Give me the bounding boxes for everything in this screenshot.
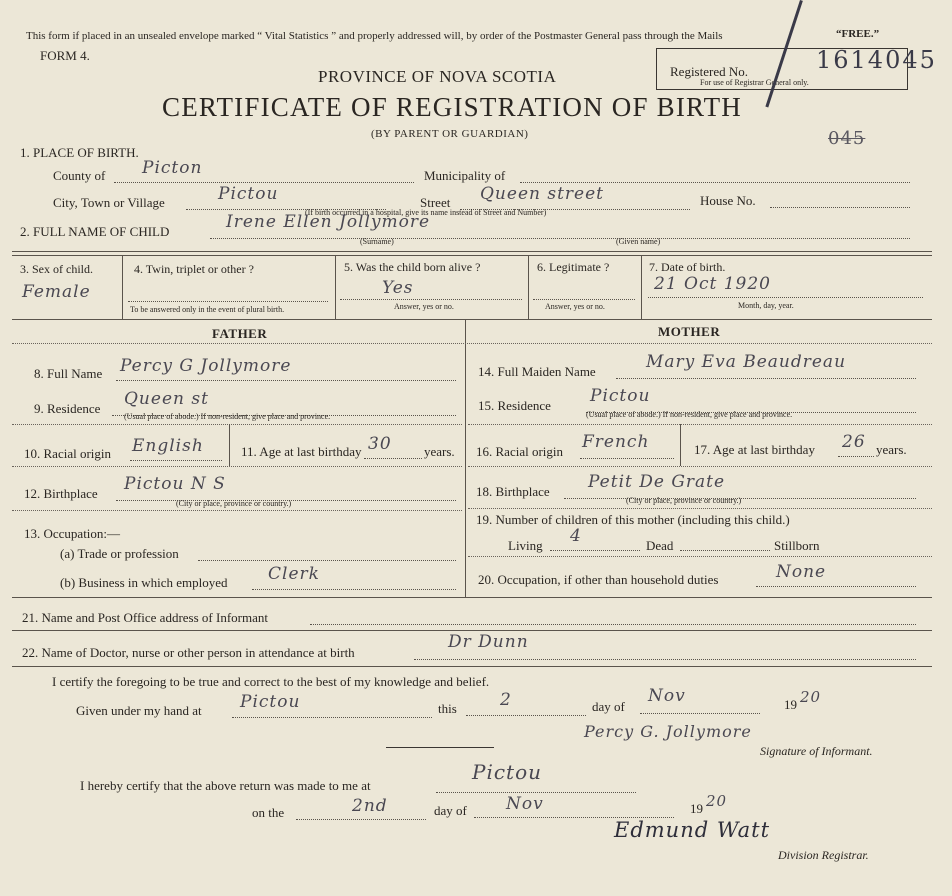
father-residence-note: (Usual place of abode.) If non-resident, give place and province. xyxy=(124,412,331,421)
street-label: Street xyxy=(420,195,451,210)
mother-age-label: 17. Age at last birthday xyxy=(694,442,815,457)
mother-age-line xyxy=(838,456,874,457)
mother-row-16-divider xyxy=(680,424,681,466)
legitimate-line xyxy=(533,299,635,300)
this-day-value: 2 xyxy=(500,690,512,710)
municipality-label: Municipality of xyxy=(424,168,506,183)
street-value: Queen street xyxy=(480,184,604,204)
this-label: this xyxy=(438,701,457,716)
attendant-label: 22. Name of Doctor, nurse or other person in attendance at birth xyxy=(22,645,355,660)
attendant-line xyxy=(414,659,916,660)
row-3-top-border xyxy=(12,251,932,252)
street-note: (If birth occurred in a hospital, give its name instead of Street and Number) xyxy=(305,208,547,217)
parents-top-border xyxy=(12,319,932,320)
informant-signature-label: Signature of Informant. xyxy=(760,744,873,758)
twin-label: 4. Twin, triplet or other ? xyxy=(134,262,254,276)
registered-number: 1614045 xyxy=(816,46,937,74)
father-residence-label: 9. Residence xyxy=(34,401,101,416)
row-3-divider-3 xyxy=(528,255,529,319)
father-racial-value: English xyxy=(132,436,204,456)
county-label: County of xyxy=(53,168,106,183)
father-residence-value: Queen st xyxy=(124,389,209,409)
mother-occupation-value: None xyxy=(776,562,827,582)
municipality-line xyxy=(520,182,910,183)
attendant-value: Dr Dunn xyxy=(448,632,529,652)
father-birthplace-note: (City or place, province or country.) xyxy=(176,499,292,508)
parents-heading-underline xyxy=(12,343,932,344)
this-day-line xyxy=(466,715,586,716)
mother-residence-label: 15. Residence xyxy=(478,398,551,413)
mother-birthplace-value: Petit De Grate xyxy=(588,472,726,492)
father-row-10-bottom xyxy=(12,466,462,467)
mother-stillborn-label: Stillborn xyxy=(774,538,820,553)
twin-line xyxy=(128,301,328,302)
mother-name-value: Mary Eva Beaudreau xyxy=(646,352,847,372)
signature-separator xyxy=(386,747,494,748)
day-of-label: day of xyxy=(592,699,625,714)
place-of-birth-heading: 1. PLACE OF BIRTH. xyxy=(20,145,139,160)
month-2-value: Nov xyxy=(506,794,544,814)
mother-birthplace-label: 18. Birthplace xyxy=(476,484,550,499)
on-the-label: on the xyxy=(252,805,285,820)
father-business-line xyxy=(252,589,456,590)
child-name-value: Irene Ellen Jollymore xyxy=(226,212,431,232)
registrar-label: Division Registrar. xyxy=(778,848,869,862)
on-the-day-value: 2nd xyxy=(352,796,388,816)
city-label: City, Town or Village xyxy=(53,195,165,210)
mother-racial-value: French xyxy=(582,432,650,452)
mother-dead-line xyxy=(680,550,770,551)
father-age-value: 30 xyxy=(368,434,392,454)
document-title: CERTIFICATE OF REGISTRATION OF BIRTH xyxy=(162,92,742,122)
informant-label: 21. Name and Post Office address of Informant xyxy=(22,610,268,625)
father-occupation-label: 13. Occupation:— xyxy=(24,526,121,541)
date-of-birth-label: 7. Date of birth. xyxy=(649,260,726,274)
year-suffix: 20 xyxy=(800,688,822,706)
father-row-10-top xyxy=(12,424,462,425)
county-value: Picton xyxy=(142,158,203,178)
date-of-birth-note: Month, day, year. xyxy=(738,301,794,310)
sex-label: 3. Sex of child. xyxy=(20,262,93,276)
row-3-top-border-inner xyxy=(12,255,932,256)
row-3-divider-1 xyxy=(122,255,123,319)
twin-note: To be answered only in the event of plural birth. xyxy=(130,305,285,314)
mailing-notice: This form if placed in an unsealed envelope marked “ Vital Statistics ” and properly addressed will, by order of the Postmaster General pass through the Mails xyxy=(26,30,723,42)
father-racial-line xyxy=(130,460,222,461)
county-line xyxy=(114,182,414,183)
city-value: Pictou xyxy=(218,184,279,204)
father-birthplace-label: 12. Birthplace xyxy=(24,486,98,501)
registrar-signature: Edmund Watt xyxy=(614,818,771,842)
form-number: FORM 4. xyxy=(40,48,90,63)
mother-row-16-bottom xyxy=(468,466,932,467)
alive-line xyxy=(340,299,522,300)
father-row-12-bottom xyxy=(12,510,462,511)
mother-living-line xyxy=(550,550,640,551)
month-line xyxy=(640,713,760,714)
mother-living-label: Living xyxy=(508,538,543,553)
child-name-line xyxy=(210,238,910,239)
mother-dead-label: Dead xyxy=(646,538,674,553)
mother-residence-value: Pictou xyxy=(590,386,651,406)
year-prefix: 19 xyxy=(784,697,797,712)
row-21-bottom-border xyxy=(12,630,932,631)
date-of-birth-value: 21 Oct 1920 xyxy=(654,274,771,294)
year-2-prefix: 19 xyxy=(690,801,703,816)
surname-note: (Surname) xyxy=(360,237,394,246)
mother-occupation-line xyxy=(756,586,916,587)
document-subtitle: (BY PARENT OR GUARDIAN) xyxy=(371,128,529,140)
registered-label: Registered No. xyxy=(670,64,748,79)
father-years-label: years. xyxy=(424,444,455,459)
given-place-line xyxy=(232,717,432,718)
alive-note: Answer, yes or no. xyxy=(394,302,454,311)
father-trade-label: (a) Trade or profession xyxy=(60,546,179,561)
mother-name-label: 14. Full Maiden Name xyxy=(478,364,596,379)
mother-heading: MOTHER xyxy=(658,324,721,339)
mother-row-18-bottom xyxy=(468,508,932,509)
row-3-divider-2 xyxy=(335,255,336,319)
father-heading: FATHER xyxy=(212,326,268,341)
father-birthplace-value: Pictou N S xyxy=(124,474,226,494)
date-of-birth-line xyxy=(648,297,923,298)
father-row-10-divider xyxy=(229,424,230,466)
day-of-label-2: day of xyxy=(434,803,467,818)
given-name-note: (Given name) xyxy=(616,237,661,246)
mother-living-value: 4 xyxy=(570,526,582,546)
mother-residence-note: (Usual place of abode.) If non-resident, give place and province. xyxy=(586,410,793,419)
father-name-label: 8. Full Name xyxy=(34,366,103,381)
father-age-line xyxy=(364,458,422,459)
legitimate-label: 6. Legitimate ? xyxy=(537,260,610,274)
year-2-suffix: 20 xyxy=(706,792,728,810)
parents-bottom-border xyxy=(12,597,932,598)
hereby-place-line xyxy=(436,792,636,793)
father-age-label: 11. Age at last birthday xyxy=(241,444,362,459)
mother-birthplace-note: (City or place, province or country.) xyxy=(626,496,742,505)
house-line xyxy=(770,207,910,208)
sex-value: Female xyxy=(22,282,91,302)
corner-number: 045 xyxy=(828,128,866,149)
hereby-place-value: Pictou xyxy=(472,760,543,784)
informant-signature: Percy G. Jollymore xyxy=(584,722,752,741)
alive-label: 5. Was the child born alive ? xyxy=(344,260,481,274)
mother-occupation-label: 20. Occupation, if other than household duties xyxy=(478,572,719,587)
given-place-value: Pictou xyxy=(240,692,301,712)
father-business-label: (b) Business in which employed xyxy=(60,575,228,590)
province-heading: PROVINCE OF NOVA SCOTIA xyxy=(318,67,557,86)
father-name-value: Percy G Jollymore xyxy=(120,356,292,376)
mother-years-label: years. xyxy=(876,442,907,457)
on-the-day-line xyxy=(296,819,426,820)
row-3-divider-4 xyxy=(641,255,642,319)
father-name-line xyxy=(116,380,456,381)
alive-value: Yes xyxy=(382,278,414,298)
house-label: House No. xyxy=(700,193,756,208)
mother-row-19-bottom xyxy=(468,556,932,557)
mother-racial-label: 16. Racial origin xyxy=(476,444,564,459)
parents-divider xyxy=(465,319,466,597)
father-racial-label: 10. Racial origin xyxy=(24,446,112,461)
hereby-label: I hereby certify that the above return was made to me at xyxy=(80,778,371,793)
certification-statement: I certify the foregoing to be true and correct to the best of my knowledge and belief. xyxy=(52,674,490,689)
mother-age-value: 26 xyxy=(842,432,866,452)
free-mark: “FREE.” xyxy=(836,28,880,40)
row-22-bottom-border xyxy=(12,666,932,667)
mother-row-16-top xyxy=(468,424,932,425)
child-name-label: 2. FULL NAME OF CHILD xyxy=(20,224,170,239)
mother-name-line xyxy=(616,378,916,379)
given-under-label: Given under my hand at xyxy=(76,703,202,718)
mother-children-label: 19. Number of children of this mother (including this child.) xyxy=(476,512,790,527)
father-business-value: Clerk xyxy=(268,564,320,584)
mother-racial-line xyxy=(580,458,674,459)
informant-line xyxy=(310,624,916,625)
legitimate-note: Answer, yes or no. xyxy=(545,302,605,311)
month-value: Nov xyxy=(648,686,686,706)
father-trade-line xyxy=(198,560,456,561)
registrar-use-note: For use of Registrar General only. xyxy=(700,78,809,87)
